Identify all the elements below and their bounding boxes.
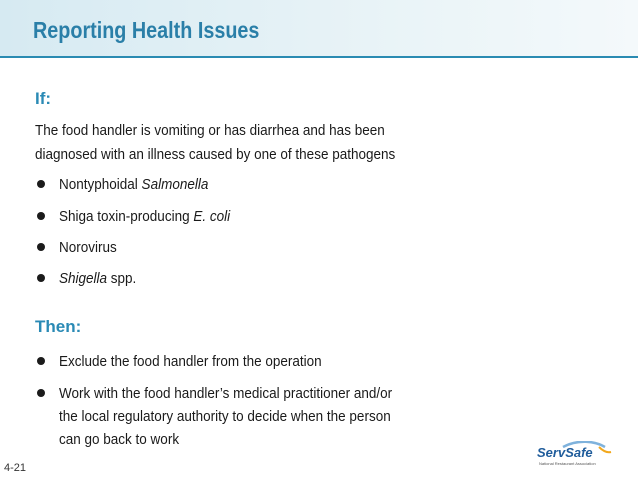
then-label: Then: — [35, 317, 82, 336]
then-item-text-line-3: can go back to work — [59, 431, 180, 448]
pathogen-text: Shigella spp. — [59, 270, 137, 287]
pathogen-text: Nontyphoidal Salmonella — [59, 176, 209, 193]
servsafe-logo — [533, 441, 613, 471]
pathogen-text: Shiga toxin-producing E. coli — [59, 208, 231, 225]
slide-number: 4-21 — [4, 462, 27, 474]
logo-wordmark: ServSafe — [537, 445, 593, 460]
pathogen-text: Norovirus — [59, 239, 117, 256]
if-intro-line-2: diagnosed with an illness caused by one of these pathogens — [35, 146, 396, 163]
then-item-text: Work with the food handler’s medical practitioner and/or — [59, 385, 393, 402]
bullet-icon — [37, 389, 45, 397]
bullet-icon — [37, 243, 45, 251]
if-label: If: — [35, 89, 52, 108]
if-intro-line-1: The food handler is vomiting or has diarrhea and has been — [35, 122, 385, 139]
then-item-text-line-2: the local regulatory authority to decide when the person — [59, 408, 391, 425]
header-divider — [0, 56, 638, 58]
bullet-icon — [37, 212, 45, 220]
logo-subtext: National Restaurant Association — [539, 461, 596, 466]
slide-title: Reporting Health Issues — [33, 17, 260, 43]
bullet-icon — [37, 274, 45, 282]
then-item-text: Exclude the food handler from the operation — [59, 353, 322, 370]
bullet-icon — [37, 180, 45, 188]
bullet-icon — [37, 357, 45, 365]
